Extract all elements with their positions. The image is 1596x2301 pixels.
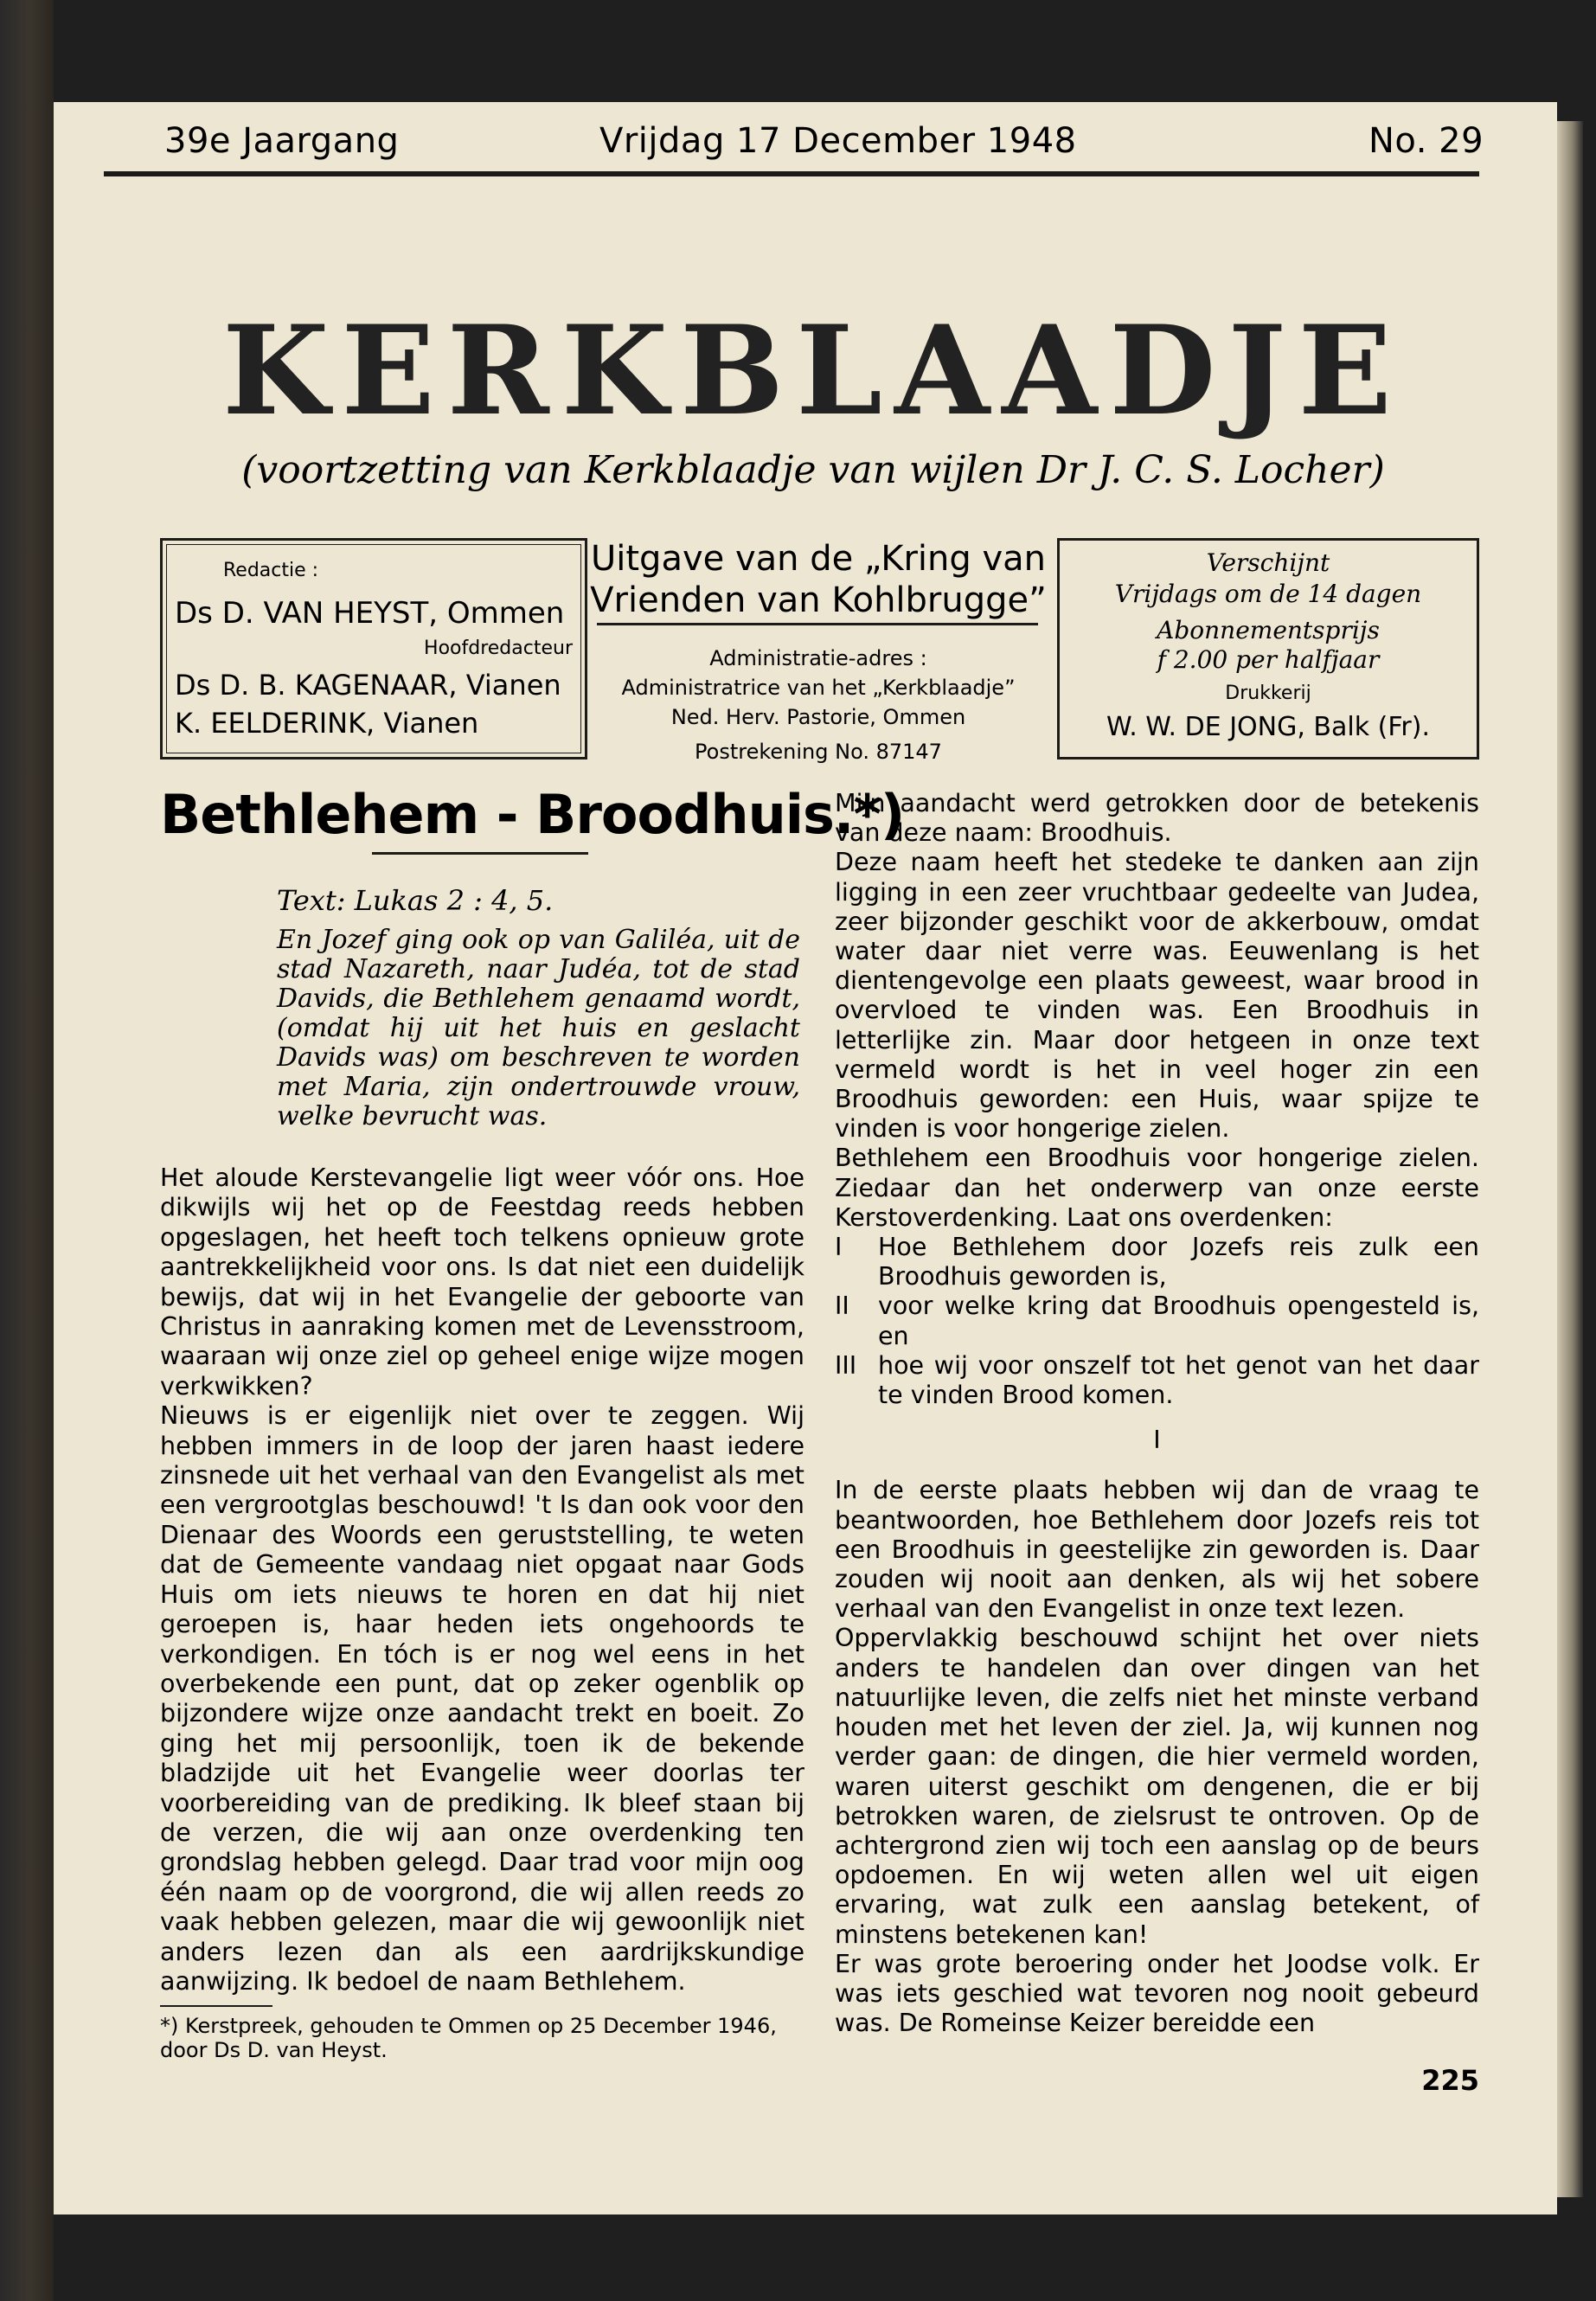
paragraph: Deze naam heeft het stedeke te danken aan zijn ligging in een zeer vruchtbaar gedeelte van Judea, zeer bijzonder geschikt voor de akkerbouw, omdat water daar niet verre was. Eeuwenlang is het dientengevolge een plaats geweest, waar brood in overvloed te vinden was. Een Broodhuis in letterlijke zin. Maar door hetgeen in onze text vermeld wordt is het in veel hoger zin een Broodhuis geworden: een Huis, waar spijze te vinden is voor hongerige zielen. xyxy=(835,848,1479,1144)
footnote-rule xyxy=(160,2005,272,2007)
paragraph: In de eerste plaats hebben wij dan de vraag te beantwoorden, hoe Bethlehem door Jozefs reis tot een Broodhuis in geestelijke zin geworden is. Daar zouden wij nooit aan denken, als wij het sobere verhaal van den Evangelist in onze text lezen. xyxy=(835,1476,1479,1624)
subscription-box xyxy=(1057,538,1479,760)
editor-3: K. EELDERINK, Vianen xyxy=(175,707,479,740)
paragraph: Er was grote beroering onder het Joodse volk. Er was iets geschied wat tevoren nog nooit gebeurd was. De Romeinse Keizer bereidde een xyxy=(835,1949,1479,2038)
scripture-quote: En Jozef ging ook op van Galiléa, uit de stad Nazareth, naar Judéa, tot de stad Davids, die Bethlehem genaamd wordt, (omdat hij uit het huis en geslacht Davids was) om beschreven te worden met Maria, zijn ondertrouwde vrouw, welke bevrucht was. xyxy=(277,925,800,1131)
editorial-box xyxy=(160,538,587,760)
editor-1-role: Hoofdredacteur xyxy=(424,638,573,659)
headline-rule xyxy=(372,852,588,855)
info-line-3: Abonnementsprijs xyxy=(1157,616,1380,644)
list-text: voor welke kring dat Broodhuis opengesteld is, en xyxy=(878,1292,1479,1350)
publisher-info xyxy=(585,538,1052,766)
giro-number: Postrekening No. 87147 xyxy=(695,740,942,764)
info-line-2: Vrijdags om de 14 dagen xyxy=(1114,580,1422,608)
paragraph: Oppervlakkig beschouwd schijnt het over niets anders te handelen dan over dingen van het natuurlijke leven, die zelfs niet het minste verband houden met het leven der ziel. Ja, wij kunnen nog verder gaan: de dingen, die hier vermeld worden, waren uiterst geschikt om dengenen, die er bij betrokken waren, de zielsrust te ontroven. Op de achtergrond zien wij toch een aanslag op de beurs opdoemen. En wij weten allen wel uit eigen ervaring, wat zulk een aanslag betekent, of minstens betekenen kan! xyxy=(835,1624,1479,1949)
editor-1: Ds D. VAN HEYST, Ommen xyxy=(175,596,565,631)
publisher-rule xyxy=(597,623,1038,625)
masthead xyxy=(151,303,1475,441)
paragraph: Mijn aandacht werd getrokken door de betekenis van deze naam: Broodhuis. xyxy=(835,789,1479,848)
paragraph: Het aloude Kerstevangelie ligt weer vóór ons. Hoe dikwijls wij het op de Feestdag reeds hebben opgeslagen, het heeft toch telkens opnieuw grote aantrekkelijkheid voor ons. Is dat niet een duidelijk bewijs, dat wij in het Evangelie der geboorte van Christus in aanraking komen met de Levensstroom, waaraan wij onze ziel op geheel enige wijze mogen verkwikken? xyxy=(160,1163,804,1400)
list-text: Hoe Bethlehem door Jozefs reis zulk een Broodhuis geworden is, xyxy=(878,1233,1479,1292)
list-number: III xyxy=(835,1350,857,1380)
admin-label: Administratie-adres : xyxy=(709,646,927,670)
list-number: I xyxy=(835,1233,843,1262)
footnote: *) Kerstpreek, gehouden te Ommen op 25 December 1946, door Ds D. van Heyst. xyxy=(160,2014,777,2062)
list-number: II xyxy=(835,1292,849,1321)
article-right-column xyxy=(835,789,1479,2038)
paragraph: Bethlehem een Broodhuis voor hongerige zielen. Ziedaar dan het onderwerp van onze eerste Kerstoverdenking. Laat ons overdenken: xyxy=(835,1144,1479,1232)
article-headline: Bethlehem - Broodhuis.*) xyxy=(160,783,905,846)
info-line-1: Verschijnt xyxy=(1206,548,1330,577)
admin-line-1: Administratrice van het „Kerkblaadje” xyxy=(621,676,1016,700)
printer-label: Drukkerij xyxy=(1225,683,1311,704)
publisher-line-1: Uitgave van de „Kring van xyxy=(590,539,1046,579)
info-line-4: f 2.00 per halfjaar xyxy=(1157,645,1380,674)
list-text: hoe wij voor onszelf tot het genot van het daar te vinden Brood komen. xyxy=(878,1350,1479,1410)
admin-line-2: Ned. Herv. Pastorie, Ommen xyxy=(670,705,966,729)
masthead-title: KERKBLAADJE xyxy=(222,303,1404,441)
scripture-reference: Text: Lukas 2 : 4, 5. xyxy=(277,884,554,917)
list-item xyxy=(835,1233,1479,1292)
page-number: 225 xyxy=(1421,2064,1479,2097)
list-item xyxy=(835,1292,1479,1350)
printer-name: W. W. DE JONG, Balk (Fr). xyxy=(1106,712,1430,742)
masthead-subtitle: (voortzetting van Kerkblaadje van wijlen Dr J. C. S. Locher) xyxy=(241,448,1385,492)
list-item xyxy=(835,1351,1479,1410)
article-left-column xyxy=(160,1163,804,1997)
publisher-line-2: Vrienden van Kohlbrugge” xyxy=(590,580,1047,620)
section-number: I xyxy=(1153,1426,1161,1455)
book-binding xyxy=(0,0,54,2301)
issue-number: No. 29 xyxy=(1368,121,1484,161)
volume-label: 39e Jaargang xyxy=(164,121,400,161)
header-rule xyxy=(104,171,1479,176)
editor-2: Ds D. B. KAGENAAR, Vianen xyxy=(175,669,561,702)
editorial-label: Redactie : xyxy=(223,560,319,581)
paragraph: Nieuws is er eigenlijk niet over te zeggen. Wij hebben immers in de loop der jaren haast iedere zinsnede uit het verhaal van den Evangelist als met een vergrootglas beschouwd! 't Is dan ook voor den Dienaar des Woords een geruststelling, te weten dat de Gemeente vandaag niet opgaat naar Gods Huis om iets nieuws te horen en dat hij niet geroepen is, haar heden iets ongehoords te verkondigen. En tóch is er nog wel eens in het overbekende een punt, dat op zeker ogenblik op bijzondere wijze onze aandacht trekt en boeit. Zo ging het mij persoonlijk, toen ik de bekende bladzijde uit het Evangelie weer doorlas ter voorbereiding van de prediking. Ik bleef staan bij de verzen, die wij aan onze overdenking ten grondslag hebben gelegd. Daar trad voor mijn oog één naam op de voorgrond, die wij allen reeds zo vaak hebben gelezen, maar die wij gewoonlijk niet anders lezen dan als een aardrijkskundige aanwijzing. Ik bedoel de naam Bethlehem. xyxy=(160,1401,804,1996)
issue-date: Vrijdag 17 December 1948 xyxy=(599,121,1077,161)
page-edge xyxy=(1557,121,1583,2197)
